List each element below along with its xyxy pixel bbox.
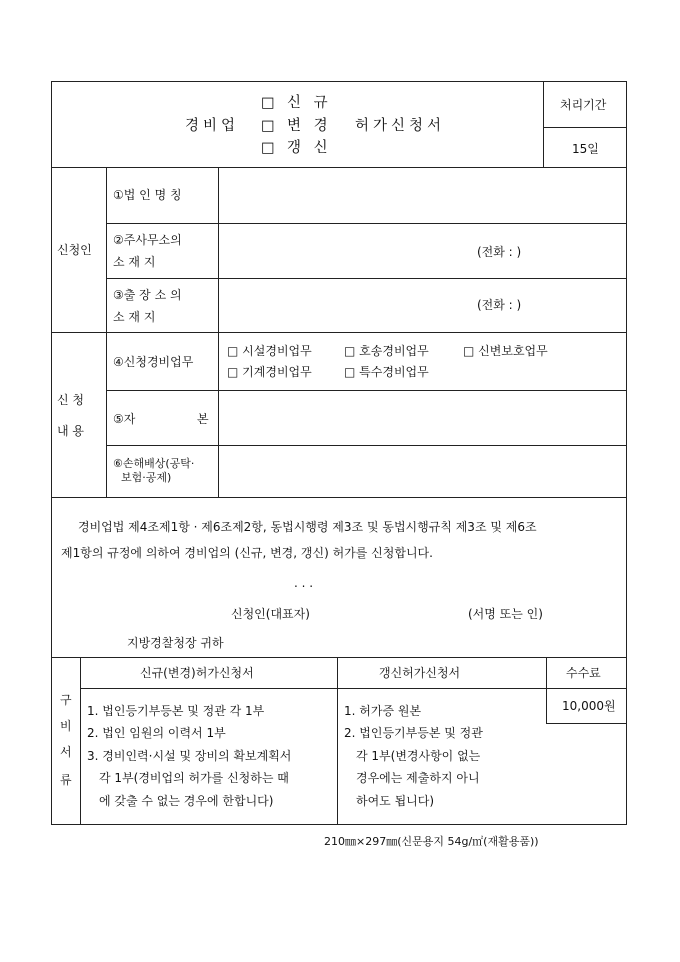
main-office-label: ②주사무소의	[113, 233, 182, 247]
damages-label-line2: 보험·공제)	[121, 471, 172, 484]
signer-label: 신청인(대표자)	[231, 607, 310, 621]
checkbox-icon[interactable]	[344, 365, 355, 379]
special-security-option[interactable]	[344, 366, 429, 378]
personal-protection-label: 신변보호업무	[478, 344, 548, 358]
escort-security-label: 호송경비업무	[359, 344, 429, 358]
new-change-item-3: 3. 경비인력·시설 및 장비의 확보계획서	[87, 749, 292, 763]
divider	[106, 390, 627, 391]
machine-security-option[interactable]	[227, 366, 312, 378]
new-change-header: 신규(변경)허가신청서	[140, 666, 254, 680]
divider	[546, 723, 627, 724]
machine-security-label: 기계경비업무	[242, 365, 312, 379]
main-office-phone: (전화 : )	[477, 245, 522, 259]
corp-name-label: ①법 인 명 칭	[113, 188, 182, 202]
application-section-label: 신 청	[57, 393, 84, 407]
branch-office-label-line2: 소 재 지	[113, 310, 156, 324]
divider	[337, 657, 338, 825]
renewal-header: 갱신허가신청서	[379, 666, 461, 680]
statement-line2: 제1항의 규정에 의하여 경비업의 (신규, 변경, 갱신) 허가를 신청합니다.	[61, 546, 433, 560]
processing-period-value: 15일	[572, 142, 599, 156]
option-change-label: 변 경	[287, 118, 332, 134]
renewal-item-2-cont: 각 1부(변경사항이 없는	[356, 749, 481, 763]
fee-header: 수수료	[566, 666, 601, 680]
application-section-label-line2: 내 용	[57, 424, 84, 438]
fee-value: 10,000원	[562, 699, 616, 713]
capital-label-end: 본	[197, 412, 209, 426]
title-prefix: 경비업	[185, 118, 240, 134]
divider	[51, 497, 627, 498]
branch-office-label: ③출 장 소 의	[113, 288, 182, 302]
recipient: 지방경찰청장 귀하	[127, 636, 224, 650]
option-change-checkbox[interactable]: □	[261, 118, 279, 134]
divider	[106, 223, 627, 224]
checkbox-icon[interactable]	[227, 344, 238, 358]
main-office-label-line2: 소 재 지	[113, 255, 156, 269]
divider	[80, 688, 627, 689]
option-new-label: 신 규	[287, 95, 332, 111]
documents-label-3: 서	[60, 745, 72, 759]
applicant-section-label: 신청인	[57, 243, 92, 257]
business-type-label: ④신청경비업무	[113, 355, 194, 369]
new-change-item-2: 2. 법인 임원의 이력서 1부	[87, 726, 226, 740]
renewal-item-2-cont3: 하여도 됩니다)	[356, 794, 435, 808]
escort-security-option[interactable]	[344, 345, 429, 357]
option-renew-label: 갱 신	[287, 140, 332, 156]
title-suffix: 허가신청서	[355, 118, 446, 134]
new-change-item-3-cont: 각 1부(경비업의 허가를 신청하는 때	[99, 771, 289, 785]
facility-security-option[interactable]	[227, 345, 312, 357]
documents-label-1: 구	[60, 693, 72, 707]
renewal-item-2: 2. 법인등기부등본 및 정관	[344, 726, 483, 740]
divider	[80, 657, 81, 825]
new-change-item-3-cont2: 에 갖출 수 없는 경우에 한합니다)	[99, 794, 274, 808]
divider	[543, 81, 544, 168]
divider	[106, 445, 627, 446]
divider	[546, 657, 547, 724]
paper-spec: 210㎜×297㎜(신문용지 54g/㎡(재활용품))	[324, 835, 539, 848]
capital-label: ⑤자	[113, 412, 136, 426]
checkbox-icon[interactable]	[344, 344, 355, 358]
divider	[543, 127, 627, 128]
option-renew-checkbox[interactable]: □	[261, 140, 279, 156]
renewal-item-1: 1. 허가증 원본	[344, 704, 422, 718]
signature-label: (서명 또는 인)	[468, 607, 543, 621]
processing-period-label: 처리기간	[560, 98, 607, 112]
new-change-item-1: 1. 법인등기부등본 및 정관 각 1부	[87, 704, 265, 718]
date-dots: . . .	[294, 576, 314, 590]
renewal-item-2-cont2: 경우에는 제출하지 아니	[356, 771, 480, 785]
branch-office-phone: (전화 : )	[477, 298, 522, 312]
damages-label: ⑥손해배상(공탁·	[113, 457, 195, 470]
statement-line1: 경비업법 제4조제1항 · 제6조제2항, 동법시행령 제3조 및 동법시행규칙 제3조 및 제6조	[78, 520, 537, 534]
divider	[51, 332, 627, 333]
divider	[106, 278, 627, 279]
documents-label-2: 비	[60, 719, 72, 733]
divider	[51, 657, 627, 658]
documents-label-4: 류	[60, 773, 72, 787]
personal-protection-option[interactable]	[463, 345, 548, 357]
checkbox-icon[interactable]	[463, 344, 474, 358]
divider	[51, 167, 627, 168]
facility-security-label: 시설경비업무	[242, 344, 312, 358]
checkbox-icon[interactable]	[227, 365, 238, 379]
option-new-checkbox[interactable]: □	[261, 95, 279, 111]
special-security-label: 특수경비업무	[359, 365, 429, 379]
